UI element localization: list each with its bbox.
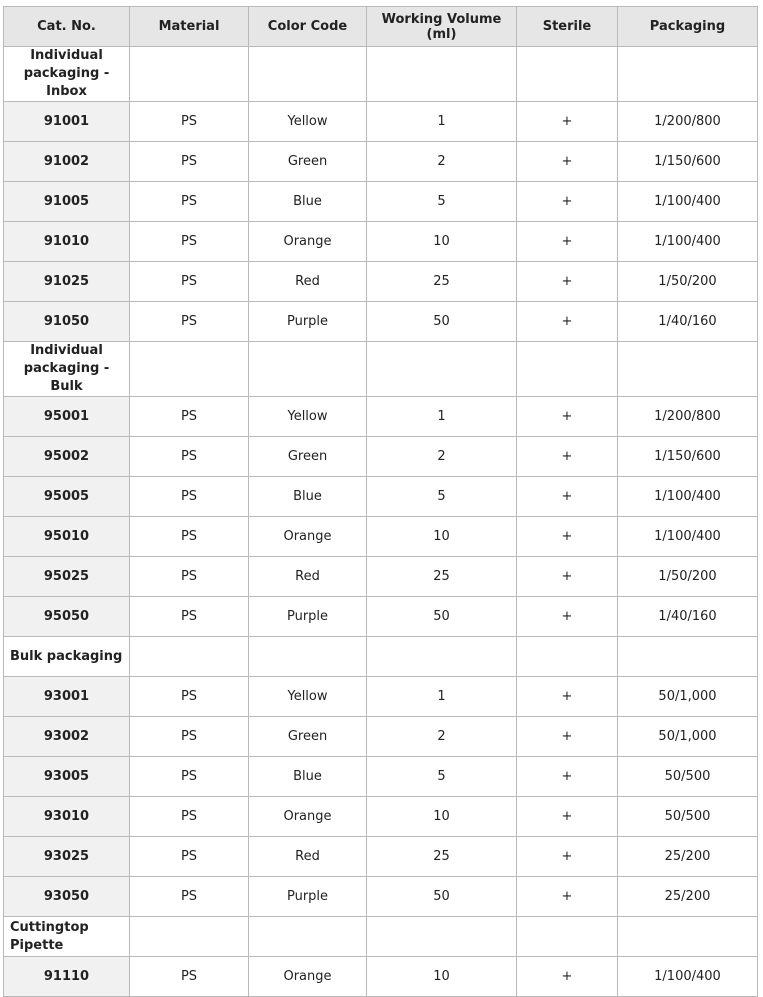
color-code-cell: Purple — [249, 302, 367, 342]
empty-cell — [249, 342, 367, 397]
table-row — [4, 102, 758, 142]
packaging-cell: 50/500 — [618, 797, 758, 837]
color-code-cell: Orange — [249, 957, 367, 997]
material-cell: PS — [130, 517, 249, 557]
header-material: Material — [130, 7, 249, 47]
table-row — [4, 477, 758, 517]
working-volume-cell: 10 — [367, 517, 517, 557]
cat-no-cell: 93002 — [4, 717, 130, 757]
section-title: Individual packaging - Inbox — [4, 47, 130, 102]
working-volume-cell: 5 — [367, 477, 517, 517]
material-cell: PS — [130, 557, 249, 597]
working-volume-cell: 2 — [367, 142, 517, 182]
working-volume-cell: 25 — [367, 557, 517, 597]
header-color-code: Color Code — [249, 7, 367, 47]
sterile-cell: + — [517, 437, 618, 477]
working-volume-cell: 10 — [367, 222, 517, 262]
empty-cell — [367, 47, 517, 102]
working-volume-cell: 1 — [367, 102, 517, 142]
packaging-cell: 1/40/160 — [618, 302, 758, 342]
color-code-cell: Red — [249, 557, 367, 597]
cat-no-cell: 93001 — [4, 677, 130, 717]
sterile-cell: + — [517, 262, 618, 302]
table-row — [4, 597, 758, 637]
working-volume-cell: 1 — [367, 677, 517, 717]
packaging-cell: 1/100/400 — [618, 477, 758, 517]
header-working-volume: Working Volume (ml) — [367, 7, 517, 47]
sterile-cell: + — [517, 677, 618, 717]
cat-no-cell: 93025 — [4, 837, 130, 877]
material-cell: PS — [130, 717, 249, 757]
material-cell: PS — [130, 837, 249, 877]
section-row — [4, 917, 758, 957]
working-volume-cell: 50 — [367, 597, 517, 637]
section-row — [4, 342, 758, 397]
material-cell: PS — [130, 397, 249, 437]
sterile-cell: + — [517, 102, 618, 142]
packaging-cell: 1/40/160 — [618, 597, 758, 637]
empty-cell — [130, 47, 249, 102]
color-code-cell: Red — [249, 262, 367, 302]
sterile-cell: + — [517, 957, 618, 997]
packaging-cell: 25/200 — [618, 837, 758, 877]
sterile-cell: + — [517, 142, 618, 182]
working-volume-cell: 50 — [367, 877, 517, 917]
working-volume-cell: 5 — [367, 757, 517, 797]
cat-no-cell: 95002 — [4, 437, 130, 477]
working-volume-cell: 25 — [367, 837, 517, 877]
cat-no-cell: 93050 — [4, 877, 130, 917]
cat-no-cell: 95005 — [4, 477, 130, 517]
working-volume-cell: 5 — [367, 182, 517, 222]
material-cell: PS — [130, 477, 249, 517]
table-row — [4, 222, 758, 262]
section-row — [4, 637, 758, 677]
color-code-cell: Orange — [249, 517, 367, 557]
section-row — [4, 47, 758, 102]
table-row — [4, 517, 758, 557]
material-cell: PS — [130, 182, 249, 222]
packaging-cell: 1/100/400 — [618, 222, 758, 262]
section-title: Bulk packaging — [4, 637, 130, 677]
table-row — [4, 677, 758, 717]
sterile-cell: + — [517, 517, 618, 557]
empty-cell — [517, 637, 618, 677]
color-code-cell: Green — [249, 437, 367, 477]
material-cell: PS — [130, 757, 249, 797]
sterile-cell: + — [517, 717, 618, 757]
cat-no-cell: 95025 — [4, 557, 130, 597]
empty-cell — [618, 917, 758, 957]
empty-cell — [130, 342, 249, 397]
packaging-cell: 1/100/400 — [618, 517, 758, 557]
color-code-cell: Blue — [249, 477, 367, 517]
empty-cell — [517, 47, 618, 102]
header-packaging: Packaging — [618, 7, 758, 47]
header-cat-no: Cat. No. — [4, 7, 130, 47]
cat-no-cell: 91110 — [4, 957, 130, 997]
packaging-cell: 1/150/600 — [618, 142, 758, 182]
color-code-cell: Orange — [249, 797, 367, 837]
material-cell: PS — [130, 677, 249, 717]
color-code-cell: Yellow — [249, 677, 367, 717]
color-code-cell: Blue — [249, 757, 367, 797]
packaging-cell: 50/500 — [618, 757, 758, 797]
material-cell: PS — [130, 877, 249, 917]
sterile-cell: + — [517, 837, 618, 877]
empty-cell — [249, 917, 367, 957]
color-code-cell: Yellow — [249, 397, 367, 437]
header-sterile: Sterile — [517, 7, 618, 47]
cat-no-cell: 93005 — [4, 757, 130, 797]
empty-cell — [130, 637, 249, 677]
material-cell: PS — [130, 142, 249, 182]
cat-no-cell: 95050 — [4, 597, 130, 637]
sterile-cell: + — [517, 397, 618, 437]
working-volume-cell: 50 — [367, 302, 517, 342]
sterile-cell: + — [517, 597, 618, 637]
sterile-cell: + — [517, 222, 618, 262]
color-code-cell: Green — [249, 142, 367, 182]
cat-no-cell: 91010 — [4, 222, 130, 262]
color-code-cell: Red — [249, 837, 367, 877]
color-code-cell: Yellow — [249, 102, 367, 142]
table-row — [4, 397, 758, 437]
table-row — [4, 837, 758, 877]
packaging-cell: 1/100/400 — [618, 957, 758, 997]
cat-no-cell: 95001 — [4, 397, 130, 437]
packaging-cell: 1/150/600 — [618, 437, 758, 477]
table-row — [4, 557, 758, 597]
material-cell: PS — [130, 957, 249, 997]
empty-cell — [367, 917, 517, 957]
section-title: Individual packaging - Bulk — [4, 342, 130, 397]
cat-no-cell: 95010 — [4, 517, 130, 557]
table-row — [4, 437, 758, 477]
color-code-cell: Blue — [249, 182, 367, 222]
material-cell: PS — [130, 222, 249, 262]
empty-cell — [618, 47, 758, 102]
sterile-cell: + — [517, 182, 618, 222]
packaging-cell: 1/200/800 — [618, 397, 758, 437]
header-row — [4, 7, 758, 47]
empty-cell — [249, 47, 367, 102]
table-row — [4, 262, 758, 302]
packaging-cell: 1/100/400 — [618, 182, 758, 222]
sterile-cell: + — [517, 797, 618, 837]
color-code-cell: Purple — [249, 597, 367, 637]
empty-cell — [249, 637, 367, 677]
section-title: Cuttingtop Pipette — [4, 917, 130, 957]
table-row — [4, 877, 758, 917]
empty-cell — [618, 637, 758, 677]
sterile-cell: + — [517, 477, 618, 517]
cat-no-cell: 91002 — [4, 142, 130, 182]
table-row — [4, 797, 758, 837]
sterile-cell: + — [517, 877, 618, 917]
cat-no-cell: 93010 — [4, 797, 130, 837]
packaging-cell: 50/1,000 — [618, 717, 758, 757]
working-volume-cell: 2 — [367, 717, 517, 757]
table-row — [4, 182, 758, 222]
working-volume-cell: 1 — [367, 397, 517, 437]
empty-cell — [130, 917, 249, 957]
empty-cell — [517, 342, 618, 397]
cat-no-cell: 91025 — [4, 262, 130, 302]
color-code-cell: Green — [249, 717, 367, 757]
product-table — [3, 6, 758, 997]
sterile-cell: + — [517, 757, 618, 797]
packaging-cell: 1/50/200 — [618, 557, 758, 597]
working-volume-cell: 2 — [367, 437, 517, 477]
cat-no-cell: 91005 — [4, 182, 130, 222]
empty-cell — [517, 917, 618, 957]
material-cell: PS — [130, 262, 249, 302]
working-volume-cell: 10 — [367, 797, 517, 837]
table-body — [4, 47, 758, 997]
packaging-cell: 25/200 — [618, 877, 758, 917]
empty-cell — [367, 342, 517, 397]
empty-cell — [367, 637, 517, 677]
cat-no-cell: 91001 — [4, 102, 130, 142]
table-row — [4, 302, 758, 342]
working-volume-cell: 25 — [367, 262, 517, 302]
empty-cell — [618, 342, 758, 397]
material-cell: PS — [130, 597, 249, 637]
table-row — [4, 717, 758, 757]
color-code-cell: Orange — [249, 222, 367, 262]
table-row — [4, 957, 758, 997]
packaging-cell: 50/1,000 — [618, 677, 758, 717]
table-row — [4, 757, 758, 797]
material-cell: PS — [130, 437, 249, 477]
sterile-cell: + — [517, 557, 618, 597]
packaging-cell: 1/200/800 — [618, 102, 758, 142]
cat-no-cell: 91050 — [4, 302, 130, 342]
sterile-cell: + — [517, 302, 618, 342]
material-cell: PS — [130, 102, 249, 142]
table-row — [4, 142, 758, 182]
material-cell: PS — [130, 302, 249, 342]
working-volume-cell: 10 — [367, 957, 517, 997]
packaging-cell: 1/50/200 — [618, 262, 758, 302]
color-code-cell: Purple — [249, 877, 367, 917]
material-cell: PS — [130, 797, 249, 837]
